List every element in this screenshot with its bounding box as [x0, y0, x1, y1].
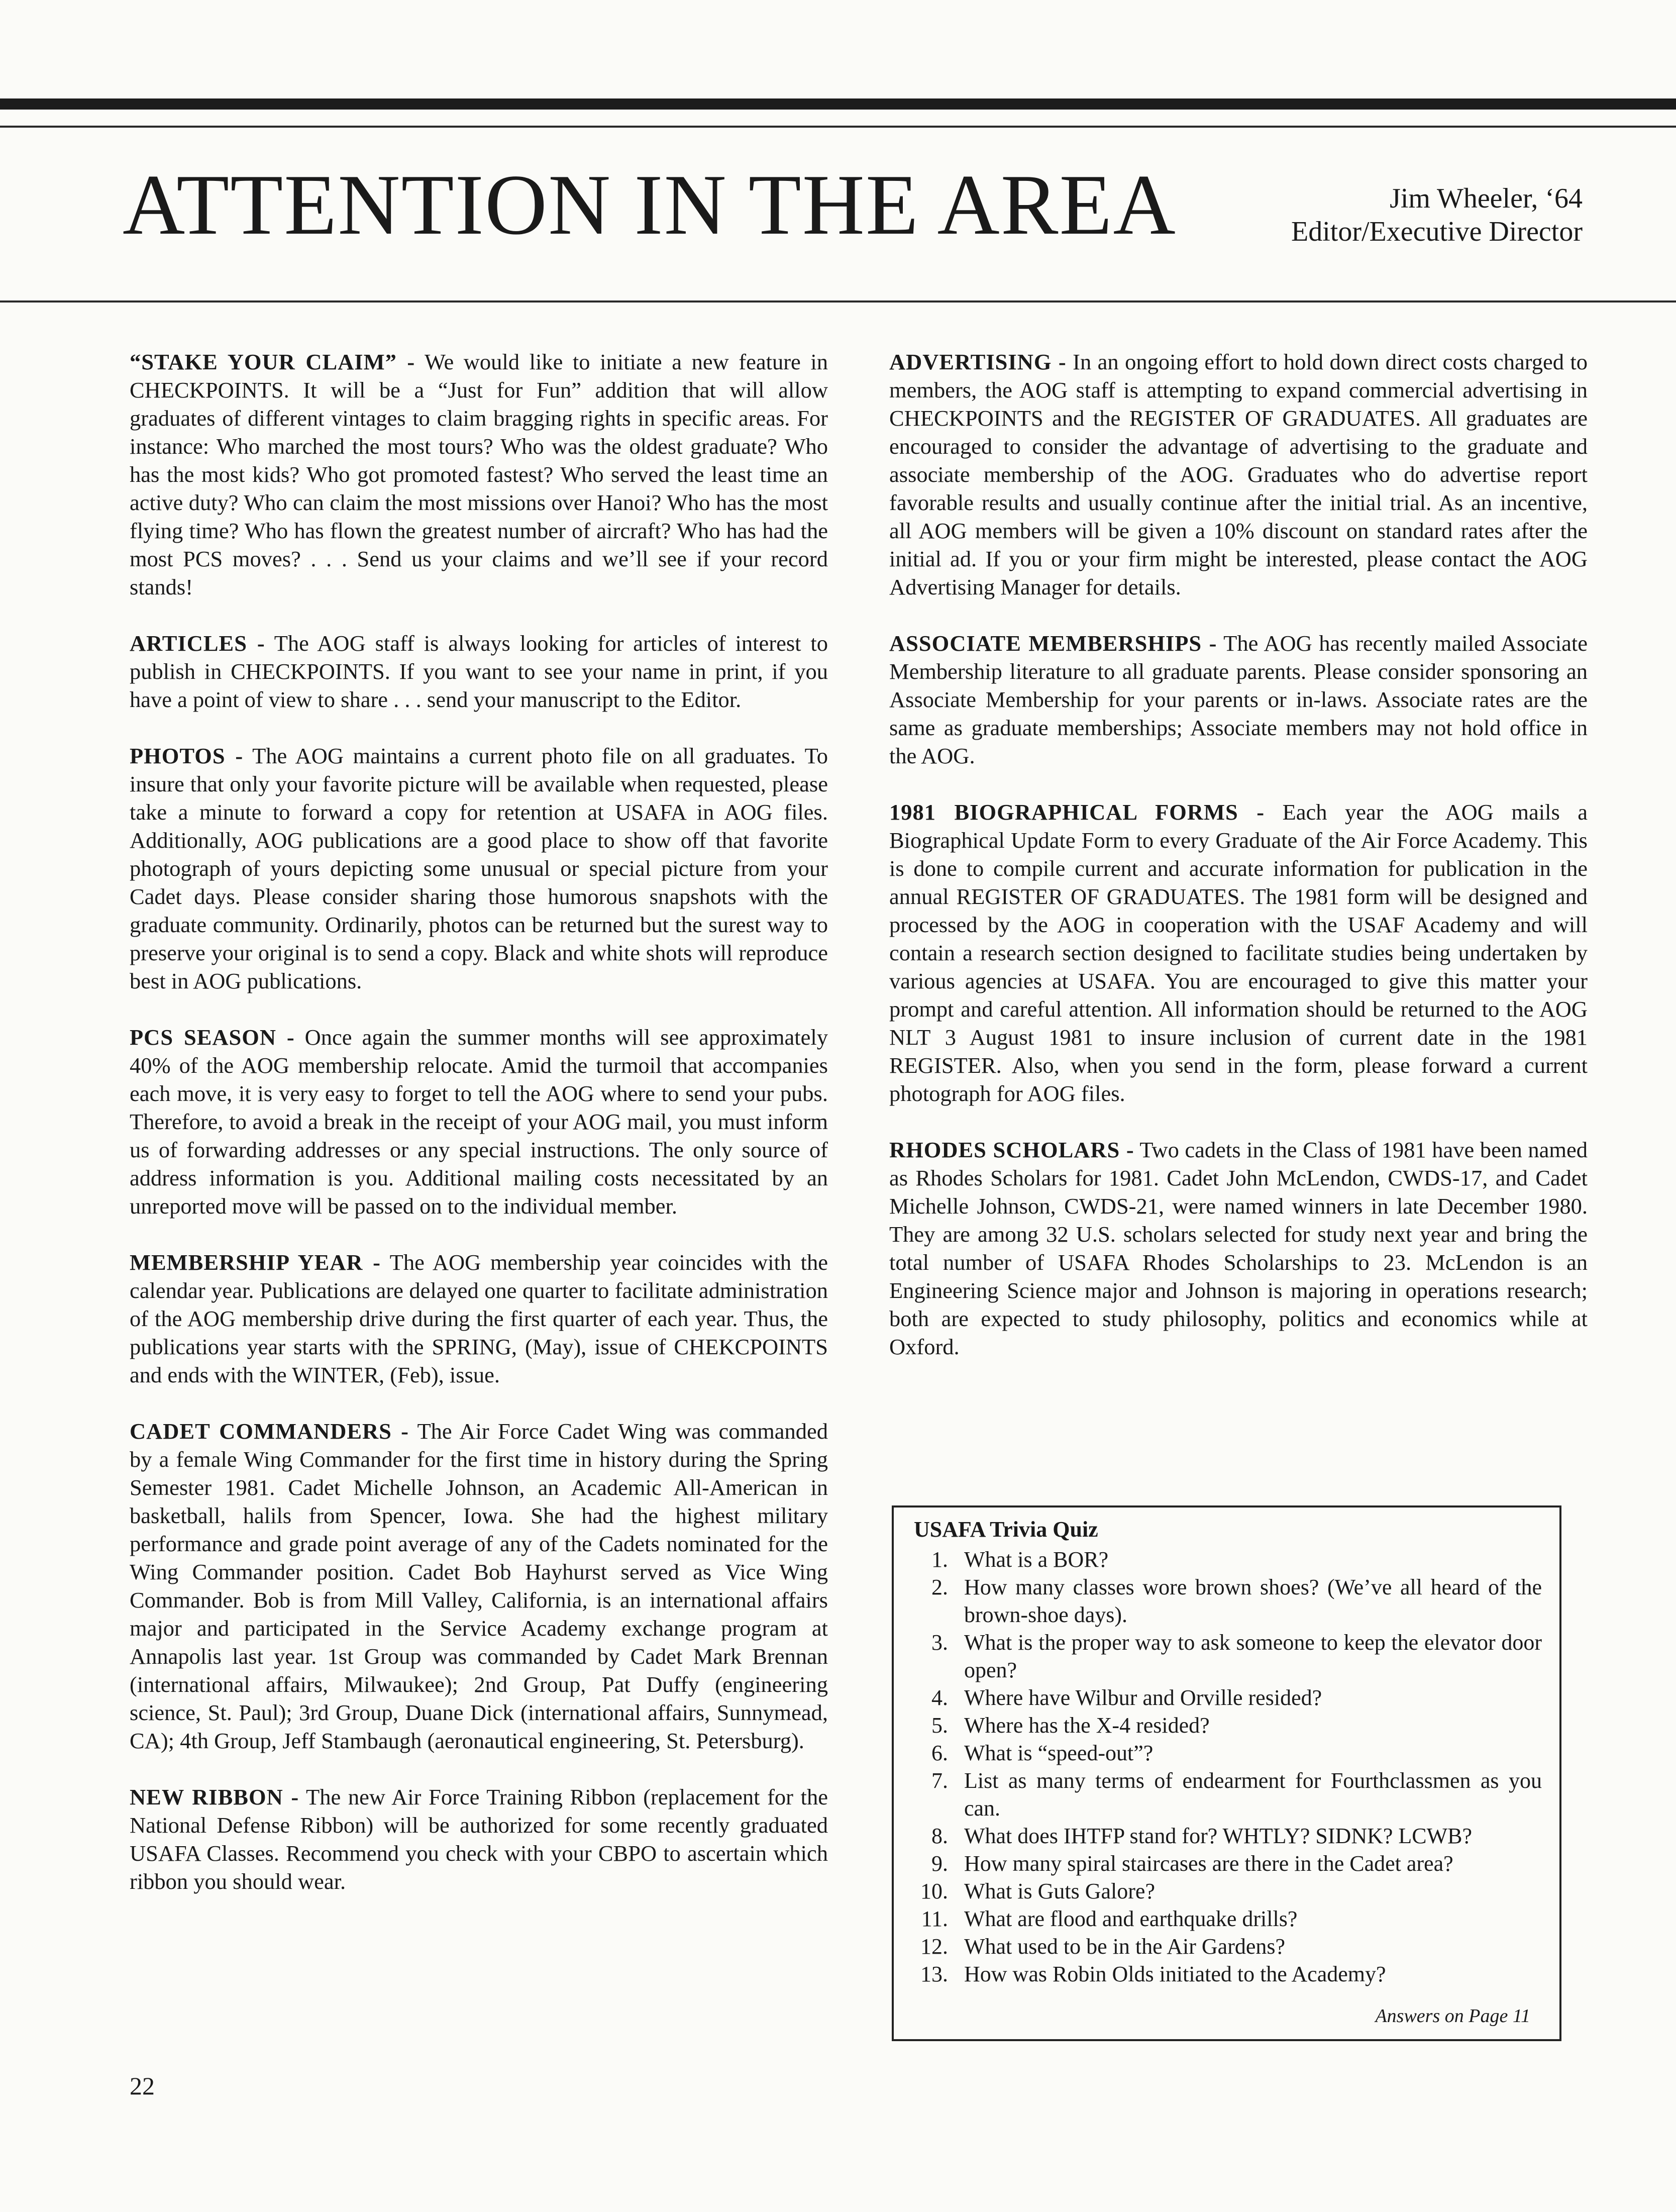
question-number: 13. — [920, 1962, 948, 1986]
section-body: The Air Force Cadet Wing was commanded by a female Wing Commander for the first time in history during the Spring Semester 1981. Cadet Michelle Johnson, an Academic All-American in basketball, halils from Spencer, Iowa. She had the highest military performance and grade point average of any of the Cadets nominated for the Wing Commander position. Cadet Bob Hayhurst served as Vice Wing Commander. Bob is from Mill Valley, California, is an international affairs major and participated in the Service Academy exchange program at Annapolis last year. 1st Group was commanded by Cadet Mark Brennan (international affairs, Milwaukee); 2nd Group, Pat Duffy (engineering science, St. Paul); 3rd Group, Duane Dick (international affairs, Sunnymead, CA); 4th Group, Jeff Stambaugh (aeronautical engineering, St. Petersburg). — [130, 1419, 828, 1753]
question-text: What is “speed-out”? — [964, 1741, 1154, 1765]
article-rhodes-scholars — [889, 1136, 1588, 1361]
article-photos — [130, 742, 828, 995]
quiz-title: USAFA Trivia Quiz — [914, 1517, 1098, 1542]
page-number: 22 — [130, 2072, 155, 2100]
quiz-question — [914, 1850, 1542, 1877]
question-number: 10. — [920, 1879, 948, 1903]
top-rule-thin — [0, 126, 1676, 128]
left-column — [130, 348, 828, 1924]
article-advertising — [889, 348, 1588, 601]
section-head: 1981 BIOGRAPHICAL FORMS - — [889, 799, 1265, 825]
quiz-question — [914, 1933, 1542, 1960]
question-text: What used to be in the Air Gardens? — [964, 1934, 1286, 1959]
right-column — [889, 348, 1588, 1389]
question-text: Where has the X-4 resided? — [964, 1713, 1210, 1738]
section-head: MEMBERSHIP YEAR - — [130, 1250, 381, 1275]
quiz-question — [914, 1573, 1542, 1629]
byline — [1291, 182, 1583, 248]
question-text: What is Guts Galore? — [964, 1879, 1155, 1903]
quiz-question — [914, 1822, 1542, 1850]
question-text: How many spiral staircases are there in the Cadet area? — [964, 1851, 1453, 1876]
header-bottom-rule — [0, 300, 1676, 303]
section-head: CADET COMMANDERS - — [130, 1419, 409, 1444]
section-head: ADVERTISING - — [889, 349, 1067, 374]
article-new-ribbon — [130, 1783, 828, 1895]
question-number: 4. — [931, 1685, 948, 1710]
section-head: PCS SEASON - — [130, 1025, 295, 1050]
section-body: The new Air Force Training Ribbon (replacement for the National Defense Ribbon) will be authorized for some recently graduated USAFA Classes. Recommend you check with your CBPO to ascertain which ribbon you should wear. — [130, 1784, 828, 1894]
section-body: Once again the summer months will see approximately 40% of the AOG membership relocate. Amid the turmoil that accompanies each move, it is very easy to forget to tell the AOG where to send your pubs. Therefore, to avoid a break in the receipt of your AOG mail, you must inform us of forwarding addresses or any special instructions. The only source of address information is you. Additional mailing costs necessitated by an unreported move will be passed on to the individual member. — [130, 1025, 828, 1219]
question-number: 8. — [931, 1824, 948, 1848]
page-title: ATTENTION IN THE AREA — [123, 157, 1177, 253]
article-biographical-forms — [889, 798, 1588, 1108]
article-membership-year — [130, 1248, 828, 1389]
question-text: What is the proper way to ask someone to keep the elevator door open? — [964, 1630, 1542, 1682]
question-text: What is a BOR? — [964, 1547, 1109, 1572]
article-associate-memberships — [889, 629, 1588, 770]
section-body: The AOG maintains a current photo file on all graduates. To insure that only your favorite picture will be available when requested, please take a minute to forward a copy for retention at USAFA in AOG files. Additionally, AOG publications are a good place to show off that favorite photograph of yours depicting some unusual or special picture from your Cadet days. Please consider sharing those humorous snapshots with the graduate community. Ordinarily, photos can be returned but the surest way to preserve your original is to send a copy. Black and white shots will reproduce best in AOG publications. — [130, 743, 828, 993]
section-body: The AOG has recently mailed Associate Membership literature to all graduate parents. Please consider sponsoring an Associate Membership for your parents or in-laws. Associate rates are the same as graduate memberships; Associate members may not hold office in the AOG. — [889, 631, 1588, 768]
section-head: PHOTOS - — [130, 743, 244, 768]
section-head: ASSOCIATE MEMBERSHIPS - — [889, 631, 1217, 656]
article-cadet-commanders — [130, 1417, 828, 1755]
quiz-question — [914, 1629, 1542, 1684]
section-head: NEW RIBBON - — [130, 1784, 299, 1809]
quiz-question — [914, 1712, 1542, 1739]
question-number: 7. — [931, 1768, 948, 1793]
section-head: “STAKE YOUR CLAIM” - — [130, 349, 415, 374]
top-rule-thick — [0, 98, 1676, 110]
question-number: 1. — [931, 1547, 948, 1572]
question-text: Where have Wilbur and Orville resided? — [964, 1685, 1322, 1710]
byline-author: Jim Wheeler, ‘64 — [1390, 183, 1583, 214]
question-number: 12. — [920, 1934, 948, 1959]
quiz-question — [914, 1905, 1542, 1933]
section-body: We would like to initiate a new feature in CHECKPOINTS. It will be a “Just for Fun” addition that will allow graduates of different vintages to claim bragging rights in specific areas. For instance: Who marched the most tours? Who was the oldest graduate? Who has the most kids? Who got promoted fastest? Who served the least time an active duty? Who can claim the most missions over Hanoi? Who has the most flying time? Who has flown the greatest number of aircraft? Who has had the most PCS moves? . . . Send us your claims and we’ll see if your record stands! — [130, 349, 828, 599]
section-body: The AOG staff is always looking for articles of interest to publish in CHECKPOINTS. If you want to see your name in print, if you have a point of view to share . . . send your manuscript to the Editor. — [130, 631, 828, 712]
question-text: How many classes wore brown shoes? (We’ve all heard of the brown-shoe days). — [964, 1575, 1542, 1627]
question-number: 11. — [921, 1906, 948, 1931]
quiz-question — [914, 1767, 1542, 1822]
quiz-question — [914, 1877, 1542, 1905]
question-text: List as many terms of endearment for Fourthclassmen as you can. — [964, 1768, 1542, 1821]
article-articles — [130, 629, 828, 714]
question-number: 5. — [931, 1713, 948, 1738]
question-text: What does IHTFP stand for? WHTLY? SIDNK? LCWB? — [964, 1824, 1473, 1848]
quiz-question — [914, 1739, 1542, 1767]
section-body: Each year the AOG mails a Biographical Update Form to every Graduate of the Air Force Academy. This is done to compile current and accurate information for publication in the annual REGISTER OF GRADUATES. The 1981 form will be designed and processed by the AOG in cooperation with the USAF Academy and will contain a research section designed to facilitate studies being undertaken by various agencies at USAFA. You are encouraged to give this matter your prompt and careful attention. All information should be returned to the AOG NLT 3 August 1981 to insure inclusion of current date in the 1981 REGISTER. Also, when you send in the form, please forward a current photograph for AOG files. — [889, 799, 1588, 1106]
section-body: The AOG membership year coincides with the calendar year. Publications are delayed one quarter to facilitate administration of the AOG membership drive during the first quarter of each year. Thus, the publications year starts with the SPRING, (May), issue of CHEKCPOINTS and ends with the WINTER, (Feb), issue. — [130, 1250, 828, 1387]
article-pcs-season — [130, 1023, 828, 1220]
quiz-question — [914, 1684, 1542, 1712]
question-number: 9. — [931, 1851, 948, 1876]
article-stake-your-claim — [130, 348, 828, 601]
question-text: What are flood and earthquake drills? — [964, 1906, 1298, 1931]
answers-note: Answers on Page 11 — [1375, 2005, 1530, 2027]
question-text: How was Robin Olds initiated to the Academy? — [964, 1962, 1386, 1986]
section-head: ARTICLES - — [130, 631, 265, 656]
trivia-quiz-box — [892, 1505, 1561, 2041]
section-body: In an ongoing effort to hold down direct costs charged to members, the AOG staff is attempting to expand commercial advertising in CHECKPOINTS and the REGISTER OF GRADUATES. All graduates are encouraged to consider the advantage of advertising to the graduate and associate membership of the AOG. Graduates who do advertise report favorable results and usually continue after the initial trial. As an incentive, all AOG members will be given a 10% discount on standard rates after the initial ad. If you or your firm might be interested, please contact the AOG Advertising Manager for details. — [889, 349, 1588, 599]
quiz-question-list — [914, 1546, 1542, 1988]
question-number: 3. — [931, 1630, 948, 1655]
question-number: 6. — [931, 1741, 948, 1765]
byline-role: Editor/Executive Director — [1291, 216, 1583, 247]
quiz-question — [914, 1546, 1542, 1573]
question-number: 2. — [931, 1575, 948, 1599]
section-head: RHODES SCHOLARS - — [889, 1137, 1134, 1162]
quiz-question — [914, 1960, 1542, 1988]
section-body: Two cadets in the Class of 1981 have been named as Rhodes Scholars for 1981. Cadet John McLendon, CWDS-17, and Cadet Michelle Johnson, CWDS-21, were named winners in late December 1980. They are among 32 U.S. scholars selected for study next year and bring the total number of USAFA Rhodes Scholarships to 23. McLendon is an Engineering Science major and Johnson is majoring in operations research; both are expected to study philosophy, politics and economics while at Oxford. — [889, 1137, 1588, 1359]
